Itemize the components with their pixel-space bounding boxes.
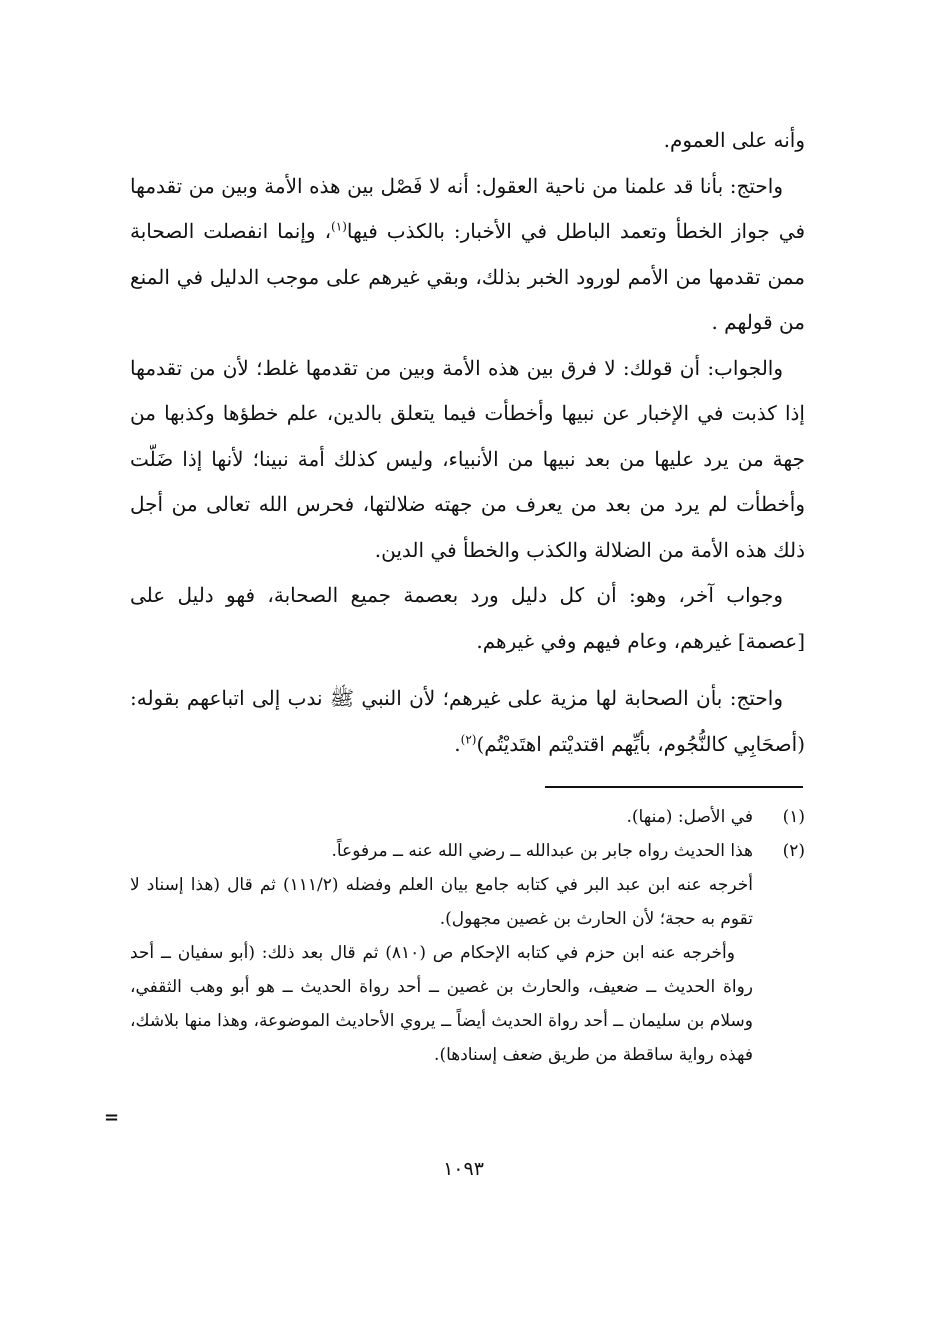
paragraph-argument-1-part-b: ، وإنما انفصلت الصحابة ممن تقدمها من الأمم لورود الخبر بذلك، وبقي غيرهم على موجب الدليل في المنع من قولهم . [130, 219, 805, 334]
main-text [130, 118, 805, 767]
paragraph-answer: والجواب: أن قولك: لا فرق بين هذه الأمة وبين من تقدمها غلط؛ لأن من تقدمها إذا كذبت في الإخبار عن نبيها وأخطأت فيما يتعلق بالدين، علم خطؤها وكذبها من جهة من يرد عليها من بعد نبيها من الأنبياء، وليس كذلك أمة نبينا؛ لأنها إذا ضَلّت وأخطأت لم يرد من بعد من يعرف من جهته ضلالتها، فحرس الله تعالى من أجل ذلك هذه الأمة من الضلالة والكذب والخطأ في الدين. [130, 355, 805, 562]
footnote-ref-2: (٢) [460, 731, 477, 746]
footnote-2-line-3: وأخرجه عنه ابن حزم في كتابه الإحكام ص (٨١٠) ثم قال بعد ذلك: (أبو سفيان ــ أحد رواة الحديث ــ ضعيف، والحارث بن غصين ــ أحد رواة الحديث ــ هو أبو وهب الثقفي، وسلام بن سليمان ــ أحد رواة الحديث أيضاً ــ يروي الأحاديث الموضوعة، وهذا منها بلاشك، فهذه رواية ساقطة من طريق ضعف إسنادها). [130, 943, 753, 1065]
footnote-2-number: (٢) [782, 841, 805, 861]
paragraph-intro: وأنه على العموم. [663, 128, 805, 152]
paragraph-answer-2: وجواب آخر، وهو: أن كل دليل ورد بعصمة جميع الصحابة، فهو دليل على [عصمة] غيرهم، وعام فيهم وفي غيرهم. [130, 583, 805, 653]
footnote-2-line-1: هذا الحديث رواه جابر بن عبدالله ــ رضي الله عنه ــ مرفوعاً. [331, 841, 753, 861]
footnote-separator [545, 786, 803, 788]
footnote-ref-1: (١) [331, 219, 347, 234]
footnotes [130, 800, 805, 1072]
paragraph-argument-2 [130, 676, 805, 767]
continuation-mark: = [104, 1107, 120, 1128]
page-number: ١٠٩٣ [443, 1158, 484, 1180]
footnote-2 [130, 834, 805, 1072]
paragraph-argument-1 [130, 164, 805, 346]
paragraph-argument-1-part-a: واحتج: بأنا قد علمنا من ناحية العقول: أنه لا فَصْل بين هذه الأمة وبين من تقدمها في جواز الخطأ وتعمد الباطل في الأخبار: بالكذب فيها [130, 173, 805, 243]
footnote-1-number: (١) [782, 807, 805, 827]
footnote-2-line-2: أخرجه عنه ابن عبد البر في كتابه جامع بيان العلم وفضله (١١١/٢) ثم قال (هذا إسناد لا تقوم به حجة؛ لأن الحارث بن غصين مجهول). [130, 875, 754, 929]
paragraph-argument-2-part-b: . [454, 731, 461, 756]
paragraph-argument-2-part-a: واحتج: بأن الصحابة لها مزية على غيرهم؛ لأن النبي ﷺ ندب إلى اتباعهم بقوله: (أصحَابِي كالنُّجُوم، بأيِّهم اقتديْتم اهتَديْتُم) [130, 686, 805, 756]
footnote-1 [130, 800, 805, 834]
footnote-1-text: في الأصل: (منها). [626, 807, 753, 827]
